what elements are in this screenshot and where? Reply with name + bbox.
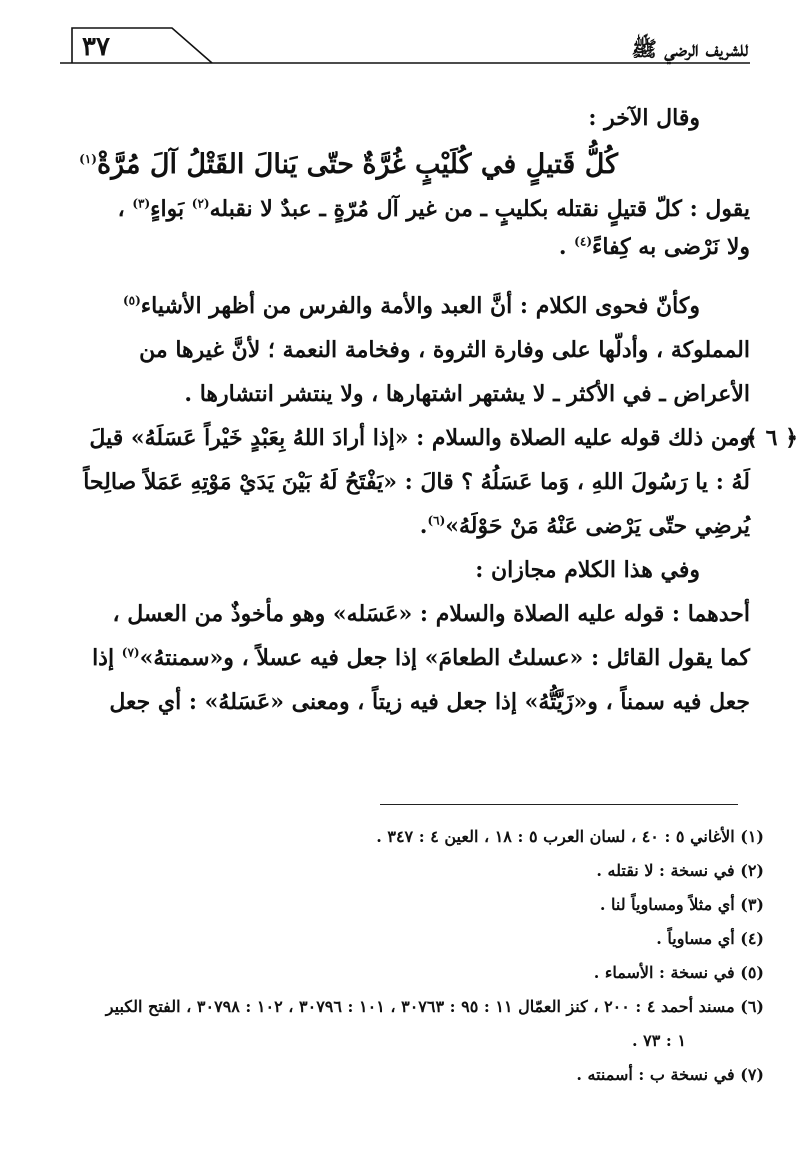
text-segment: أحدهما : قوله عليه الصلاة والسلام : «عَسَله» وهو مأخوذٌ من العسل ، bbox=[112, 601, 750, 627]
poem-first-hemistich bbox=[362, 140, 618, 190]
text-segment: إذا bbox=[92, 645, 122, 671]
main-text bbox=[60, 96, 798, 724]
poem-h2-text: حتّى يَنالَ القَتْلُ آلَ مُرَّةْ bbox=[96, 149, 354, 180]
text-segment: المملوكة ، وأدلّها على وفارة الثروة ، وفخامة النعمة ؛ لأنَّ غيرها من bbox=[139, 337, 750, 363]
footnote-ref: (٣) bbox=[132, 196, 151, 211]
footnote-ref: (١) bbox=[79, 152, 97, 166]
poem-second-hemistich bbox=[79, 140, 354, 190]
section-marker: ﴿ ٦ ﴾ bbox=[745, 425, 798, 451]
text-line bbox=[60, 592, 750, 636]
text-line bbox=[60, 328, 750, 372]
text-segment: ولا نَرْضى به كِفاءً bbox=[592, 234, 750, 260]
text-line bbox=[60, 96, 750, 140]
footnote-6: (٦) مسند أحمد ٤ : ٢٠٠ ، كنز العمّال ١١ : ٩٥ : ٣٠٧٦٣ ، ١٠١ : ٣٠٧٩٦ ، ١٠٢ : ٣٠٧٩٨ ، الفتح الكبير bbox=[105, 997, 764, 1016]
poem-verse bbox=[60, 140, 750, 190]
text-line bbox=[60, 372, 750, 416]
text-segment: ، bbox=[117, 196, 133, 222]
text-line bbox=[60, 416, 798, 460]
text-segment: . bbox=[419, 513, 428, 539]
footnote-5: (٥) في نسخة : الأسماء . bbox=[593, 963, 764, 982]
text-line bbox=[60, 284, 750, 328]
running-title: للشريف الرضي ﷺ bbox=[631, 36, 748, 61]
text-line bbox=[60, 460, 750, 504]
footnotes bbox=[44, 820, 764, 1092]
poem-h1-text: كُلُّ قَتيلٍ في كُلَيْبٍ غُرَّةٌ bbox=[362, 149, 618, 180]
footnote-ref: (٢) bbox=[191, 196, 210, 211]
text-line bbox=[60, 228, 750, 266]
footnote-separator bbox=[380, 804, 738, 805]
text-segment: يقول : كلّ قتيلٍ نقتله بكليبٍ ـ من غير آل مُرّةٍ ـ عبدٌ لا نقبله bbox=[209, 196, 750, 222]
footnote-4: (٤) أي مساوياً . bbox=[656, 929, 764, 948]
footnote-3: (٣) أي مثلاً ومساوياً لنا . bbox=[599, 895, 764, 914]
text-line bbox=[60, 680, 750, 724]
text-segment: الأعراض ـ في الأكثر ـ لا يشتهر اشتهارها ، ولا ينتشر انتشارها . bbox=[184, 381, 750, 407]
footnote-7: (٧) في نسخة ب : أسمنته . bbox=[576, 1065, 764, 1084]
hadith-text: ومن ذلك قوله عليه الصلاة والسلام : «إذا أرادَ اللهُ بِعَبْدٍ خَيْراً عَسَلَهُ» قيلَ bbox=[89, 425, 750, 451]
running-header bbox=[60, 26, 750, 66]
page-number: ٣٧ bbox=[82, 32, 110, 62]
text-segment: وكأنّ فحوى الكلام : أنَّ العبد والأمة والفرس من أظهر الأشياء bbox=[140, 293, 700, 319]
footnote-1: (١) الأغاني ٥ : ٤٠ ، لسان العرب ٥ : ١٨ ، العين ٤ : ٣٤٧ . bbox=[376, 827, 764, 846]
text-line bbox=[60, 504, 750, 548]
footnote-2: (٢) في نسخة : لا نقتله . bbox=[596, 861, 764, 880]
footnote-ref: (٤) bbox=[574, 234, 592, 249]
footnote-ref: (٥) bbox=[122, 293, 141, 308]
footnote-ref: (٧) bbox=[121, 645, 140, 660]
text-segment: جعل فيه سمناً ، و«زَيَّتُّهُ» إذا جعل فيه زيتاً ، ومعنى «عَسَلهُ» : أي جعل bbox=[109, 689, 750, 715]
text-segment: . bbox=[558, 234, 575, 260]
text-segment: وفي هذا الكلام مجازان : bbox=[475, 557, 700, 583]
text-line bbox=[60, 190, 750, 228]
text-segment: كما يقول القائل : «عسلتُ الطعامَ» إذا جعل فيه عسلاً ، و«سمنتهُ» bbox=[139, 645, 750, 671]
intro-line: وقال الآخر : bbox=[588, 105, 700, 131]
footnote-6-cont-text: ١ : ٧٣ . bbox=[632, 1031, 686, 1050]
hadith-text: لَهُ : يا رَسُولَ اللهِ ، وَما عَسَلُهُ ؟ قالَ : «يَفْتَحُ لَهُ بَيْنَ يَدَيْ مَوْتِهِ عَمَلاً صالِحاً bbox=[83, 469, 750, 495]
text-line bbox=[60, 636, 750, 680]
footnote-ref: (٦) bbox=[427, 513, 446, 528]
text-segment: بَواءٍ bbox=[150, 196, 192, 222]
footnote-6-continuation bbox=[44, 1024, 764, 1058]
hadith-text: يُرضِي حتّى يَرْضى عَنْهُ مَنْ حَوْلَهُ» bbox=[445, 513, 750, 539]
text-line bbox=[60, 548, 750, 592]
